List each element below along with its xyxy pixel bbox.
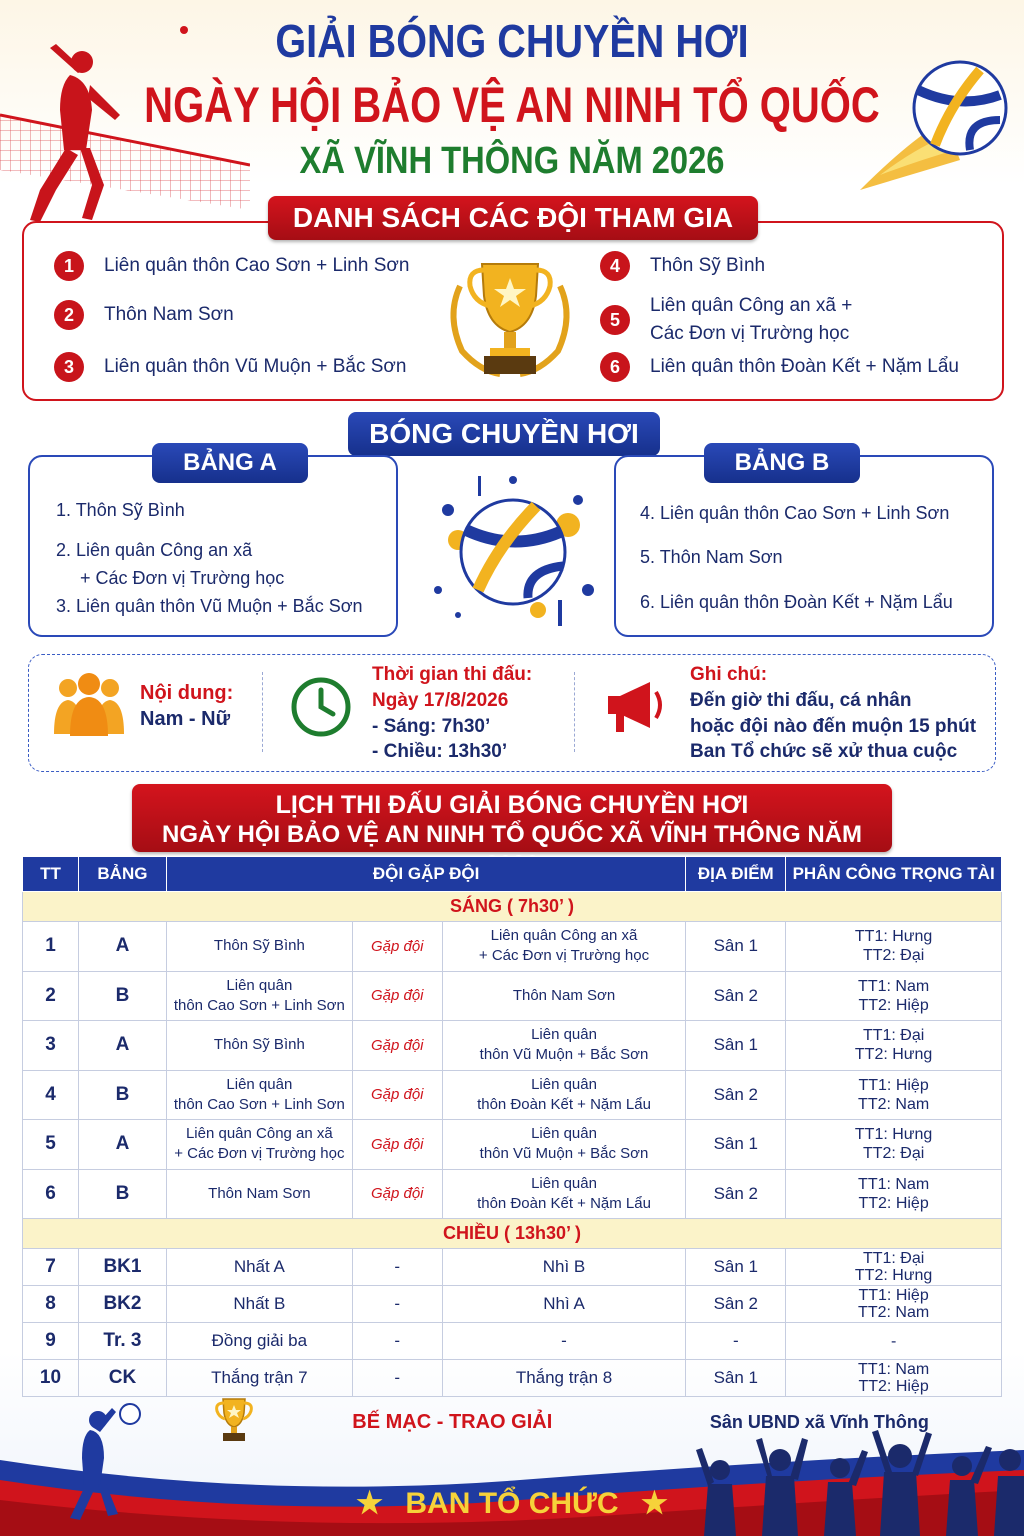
table-row [23,1070,1002,1120]
cell-venue: Sân 1 [686,1249,786,1286]
group-b-title: BẢNG B [704,443,860,483]
cell-tt: 4 [23,1070,79,1120]
team-number-badge: 5 [600,305,630,335]
cell-team1: Nhất B [166,1286,352,1323]
cell-referee [786,1169,1002,1219]
header-tt: TT [23,857,79,892]
referee-line1: TT1: Nam [858,977,930,995]
cell-referee [786,971,1002,1021]
cell-team1: Đồng giải ba [166,1323,352,1360]
content-label: Nội dung: [140,682,234,704]
team-name: Thôn Nam Sơn [104,304,234,325]
cell-vs: - [352,1323,442,1360]
header-venue: ĐỊA ĐIỂM [686,857,786,892]
team2-line2: thôn Vũ Muộn + Bắc Sơn [479,1046,649,1064]
team2-line2: thôn Đoàn Kết + Nặm Lẩu [477,1194,651,1212]
group-b-item-6: 6. Liên quân thôn Đoàn Kết + Nặm Lẩu [640,592,953,612]
cell-vs: - [352,1360,442,1397]
referee-line1: TT1: Đại [862,1027,925,1045]
cell-tt: 1 [23,922,79,972]
cell-team2: Thắng trận 8 [442,1360,686,1397]
cell-team2: Thôn Nam Sơn [442,971,686,1021]
table-row [23,1249,1002,1286]
cell-team1 [166,1120,352,1170]
cell-team2 [442,1120,686,1170]
header-bang: BẢNG [78,857,166,892]
cell-vs: - [352,1249,442,1286]
cell-tt: 2 [23,971,79,1021]
team-name: Liên quân thôn Cao Sơn + Linh Sơn [104,255,410,276]
organizer-line [0,1486,1024,1521]
cell-tt: 9 [23,1323,79,1360]
note-label: Ghi chú: [690,664,768,685]
volleyball-player-icon [20,40,130,230]
cell-team1 [166,971,352,1021]
cell-team2: Nhì B [442,1249,686,1286]
team-item-3 [54,352,406,382]
team-name-line2: Các Đơn vị Trường học [650,323,850,344]
cell-referee [786,1120,1002,1170]
cell-tt: 6 [23,1169,79,1219]
team-name [650,292,852,348]
cell-tt: 10 [23,1360,79,1397]
team1-line1: Liên quân [226,976,293,994]
cell-bang: CK [78,1360,166,1397]
team-number-badge: 2 [54,300,84,330]
referee-line2: TT2: Hiệp [858,1378,929,1395]
group-a-item-2 [56,536,284,592]
group-a-item-2-line1: 2. Liên quân Công an xã [56,540,253,560]
table-row [23,1360,1002,1397]
team2-line1: Liên quân Công an xã [490,927,638,945]
cell-venue: Sân 2 [686,1286,786,1323]
referee-line2: TT2: Hiệp [858,996,929,1014]
team1-line2: + Các Đơn vị Trường học [174,1145,345,1163]
referee-line1: TT1: Hưng [854,928,933,946]
team-item-4 [600,251,765,281]
team2-line1: Liên quân [531,1075,597,1093]
cell-vs: - [352,1286,442,1323]
referee-line1: TT1: Đại [862,1250,925,1267]
cell-tt: 5 [23,1120,79,1170]
cell-team2 [442,922,686,972]
cell-venue: Sân 2 [686,1070,786,1120]
closing-venue: Sân UBND xã Vĩnh Thông [709,1412,929,1432]
section-row-afternoon [23,1219,1002,1249]
cell-team1: Nhất A [166,1249,352,1286]
referee-line2: TT2: Đại [862,947,925,965]
table-header-row [23,857,1002,892]
cell-bang: B [78,1169,166,1219]
referee-line1: TT1: Nam [858,1175,930,1193]
time-afternoon: - Chiều: 13h30’ [372,741,508,762]
cell-venue: Sân 1 [686,1360,786,1397]
team2-line2: + Các Đơn vị Trường học [478,947,650,965]
time-date: Ngày 17/8/2026 [372,690,509,711]
cell-bang: A [78,922,166,972]
cell-venue: Sân 2 [686,1169,786,1219]
cell-vs: Gặp đội [352,922,442,972]
team-number-badge: 4 [600,251,630,281]
team-name-line1: Liên quân Công an xã + [650,295,853,316]
cell-referee: - [786,1323,1002,1360]
cell-team2: - [442,1323,686,1360]
trophy-icon [440,256,580,381]
cell-team2 [442,1021,686,1071]
header-title-line3: XÃ VĨNH THÔNG NĂM 2026 [299,140,725,182]
note-line1: Đến giờ thi đấu, cá nhân [690,690,912,711]
team-number-badge: 6 [600,352,630,382]
group-a-item-3: 3. Liên quân thôn Vũ Muộn + Bắc Sơn [56,596,363,616]
referee-line2: TT2: Hiệp [858,1194,929,1212]
cell-venue: - [686,1323,786,1360]
team1-line2: thôn Cao Sơn + Linh Sơn [173,1095,345,1113]
table-row [23,1021,1002,1071]
content-value: Nam - Nữ [140,708,231,730]
header-referee: PHÂN CÔNG TRỌNG TÀI [786,857,1002,892]
team-name: Liên quân thôn Đoàn Kết + Nặm Lẩu [650,356,959,377]
team1-line2: thôn Cao Sơn + Linh Sơn [173,996,345,1014]
cell-vs: Gặp đội [352,1169,442,1219]
cell-referee [786,1286,1002,1323]
referee-line1: TT1: Hiệp [858,1287,929,1304]
referee-line2: TT2: Nam [858,1095,930,1113]
cell-team2 [442,1169,686,1219]
note-line2: hoặc đội nào đến muộn 15 phút [690,716,977,737]
table-row [23,1286,1002,1323]
referee-line2: TT2: Nam [858,1304,930,1321]
cell-vs: Gặp đội [352,971,442,1021]
group-a-title: BẢNG A [152,443,308,483]
team2-line1: Liên quân [531,1125,597,1143]
team-name: Liên quân thôn Vũ Muộn + Bắc Sơn [104,356,407,377]
referee-line1: TT1: Hiệp [858,1076,929,1094]
team-name: Thôn Sỹ Bình [650,255,766,276]
team-item-2 [54,300,234,330]
section-row-morning [23,892,1002,922]
team2-line2: thôn Đoàn Kết + Nặm Lẩu [477,1095,651,1113]
cell-bang: BK2 [78,1286,166,1323]
cell-referee [786,1021,1002,1071]
cell-team2 [442,1070,686,1120]
morning-label: SÁNG ( 7h30’ ) [23,892,1002,922]
teams-section-title: DANH SÁCH CÁC ĐỘI THAM GIA [268,196,758,240]
volleyball-icon [850,50,1020,200]
team1-line1: Liên quân [226,1075,293,1093]
cell-referee [786,1249,1002,1286]
time-label: Thời gian thi đấu: [372,664,533,685]
referee-line1: TT1: Nam [858,1361,930,1378]
team-item-5 [600,292,852,348]
team2-line1: Liên quân [531,1026,597,1044]
cell-venue: Sân 1 [686,922,786,972]
note-line3: Ban Tổ chức sẽ xử thua cuộc [690,741,958,762]
cell-bang: B [78,1070,166,1120]
clock-icon [290,676,352,738]
group-b-item-4: 4. Liên quân thôn Cao Sơn + Linh Sơn [640,503,950,523]
cell-vs: Gặp đội [352,1070,442,1120]
team-number-badge: 3 [54,352,84,382]
groups-section-title: BÓNG CHUYỀN HƠI [348,412,660,456]
table-row [23,1323,1002,1360]
table-row [23,922,1002,972]
cell-referee [786,922,1002,972]
cell-team1: Thôn Sỹ Bình [166,1021,352,1071]
table-row [23,1169,1002,1219]
cell-team1: Thắng trận 7 [166,1360,352,1397]
team-number-badge: 1 [54,251,84,281]
referee-line1: TT1: Hưng [854,1126,933,1144]
cell-bang: BK1 [78,1249,166,1286]
table-row [23,1120,1002,1170]
cell-tt: 7 [23,1249,79,1286]
cell-venue: Sân 1 [686,1120,786,1170]
time-morning: - Sáng: 7h30’ [372,716,491,737]
group-a-item-2-line2: + Các Đơn vị Trường học [80,568,285,588]
star-icon: ★ [640,1487,668,1520]
group-b-item-5: 5. Thôn Nam Sơn [640,547,783,567]
cell-venue: Sân 2 [686,971,786,1021]
cell-team1 [166,1070,352,1120]
cell-team2: Nhì A [442,1286,686,1323]
referee-line2: TT2: Hưng [854,1267,933,1284]
cell-tt: 3 [23,1021,79,1071]
schedule-title-line2: NGÀY HỘI BẢO VỆ AN NINH TỔ QUỐC XÃ VĨNH THÔNG NĂM [161,821,863,848]
cell-bang: B [78,971,166,1021]
group-a-item-1: 1. Thôn Sỹ Bình [56,500,185,520]
referee-line2: TT2: Đại [862,1145,925,1163]
team2-line2: thôn Vũ Muộn + Bắc Sơn [479,1145,649,1163]
table-row [23,971,1002,1021]
schedule-title-line1: LỊCH THI ĐẤU GIẢI BÓNG CHUYỀN HƠI [275,791,749,819]
volleyball-icon [418,470,608,630]
cell-referee [786,1070,1002,1120]
divider [574,672,575,752]
people-icon [52,672,126,738]
header-matchup: ĐỘI GẶP ĐỘI [166,857,685,892]
schedule-table [22,856,1002,1448]
schedule-title [132,784,892,852]
team2-line1: Liên quân [531,1174,597,1192]
afternoon-label: CHIỀU ( 13h30’ ) [23,1219,1002,1249]
cell-venue: Sân 1 [686,1021,786,1071]
closing-label: BẾ MẠC - TRAO GIẢI [352,1411,553,1433]
header-title-line2: NGÀY HỘI BẢO VỆ AN NINH TỔ QUỐC [144,77,880,133]
team-item-1 [54,251,409,281]
star-icon: ★ [356,1487,384,1520]
team1-line1: Liên quân Công an xã [185,1125,333,1143]
cell-tt: 8 [23,1286,79,1323]
megaphone-icon [604,678,668,736]
cell-team1: Thôn Sỹ Bình [166,922,352,972]
cell-team1: Thôn Nam Sơn [166,1169,352,1219]
cell-bang: Tr. 3 [78,1323,166,1360]
referee-line2: TT2: Hưng [854,1046,933,1064]
cell-bang: A [78,1120,166,1170]
cell-referee [786,1360,1002,1397]
cell-vs: Gặp đội [352,1120,442,1170]
cell-bang: A [78,1021,166,1071]
organizer-label: BAN TỔ CHỨC [405,1487,619,1520]
team-item-6 [600,352,959,382]
cell-vs: Gặp đội [352,1021,442,1071]
divider [262,672,263,752]
header-title-line1: GIẢI BÓNG CHUYỀN HƠI [275,15,749,67]
